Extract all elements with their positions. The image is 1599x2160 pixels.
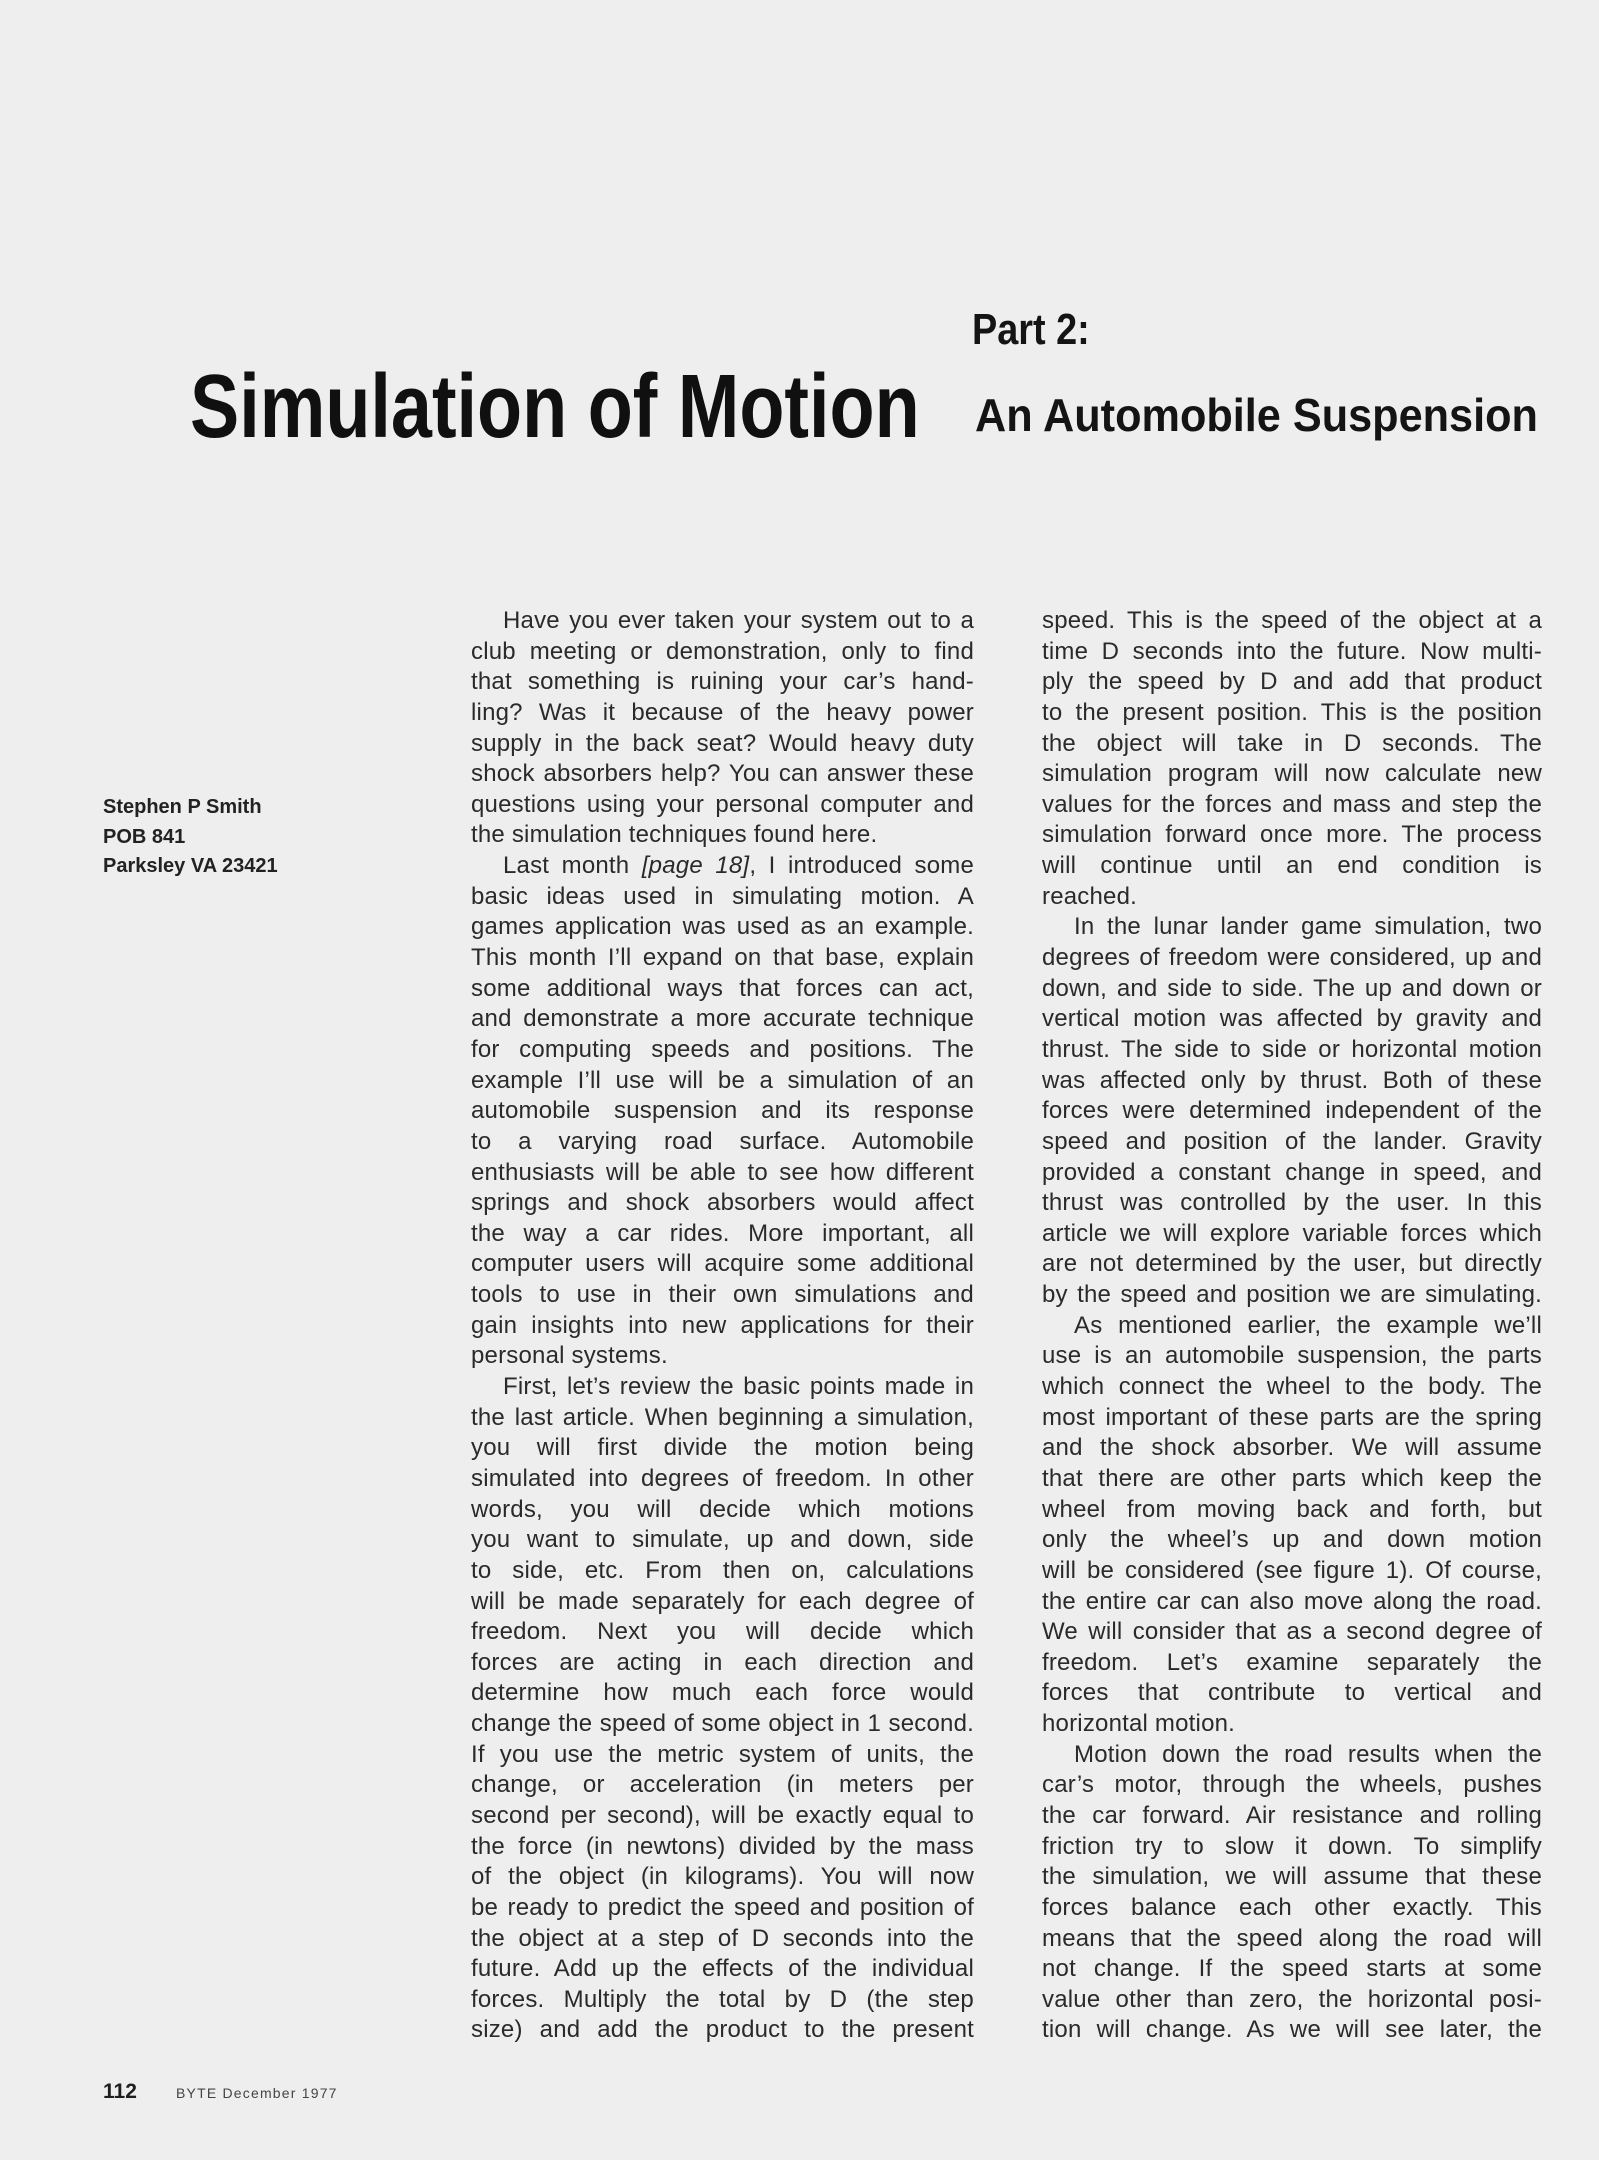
text-line: will be considered (see figure 1). Of course,	[1042, 1556, 1542, 1584]
text-line: games application was used as an example.	[471, 913, 974, 941]
text-line: the way a car rides. More important, all	[471, 1219, 974, 1247]
text-line: ling? Was it because of the heavy power	[471, 698, 974, 726]
text-line: future. Add up the effects of the individual	[471, 1955, 974, 1983]
author-name: Stephen P Smith	[103, 796, 262, 818]
text-line: value other than zero, the horizontal posi-	[1042, 1985, 1542, 2013]
text-line: supply in the back seat? Would heavy duty	[471, 729, 974, 757]
text-line: simulated into degrees of freedom. In other	[471, 1464, 974, 1492]
publication-issue: BYTE December 1977	[176, 2085, 338, 2101]
text-line: that there are other parts which keep the	[1042, 1464, 1542, 1492]
text-line: means that the speed along the road will	[1042, 1924, 1542, 1952]
text-line: only the wheel’s up and down motion	[1042, 1526, 1542, 1554]
text-line: that something is ruining your car’s hand-	[471, 668, 974, 696]
text-line: In the lunar lander game simulation, two	[1074, 913, 1542, 941]
text-line: Have you ever taken your system out to a	[503, 607, 974, 634]
citation-reference: [page 18]	[641, 852, 750, 880]
text-line: you will first divide the motion being	[471, 1434, 974, 1462]
text-line: values for the forces and mass and step the	[1042, 790, 1542, 818]
page-number: 112	[103, 2080, 137, 2103]
text-line: second per second), will be exactly equal to	[471, 1801, 974, 1829]
article-subtitle: An Automobile Suspension	[975, 389, 1538, 441]
text-line: the entire car can also move along the road.	[1042, 1587, 1542, 1615]
text-line: thrust. The side to side or horizontal motion	[1042, 1035, 1542, 1063]
text-line: which connect the wheel to the body. The	[1042, 1373, 1542, 1401]
text-line: simulation forward once more. The process	[1042, 821, 1542, 849]
article-part-label: Part 2:	[972, 305, 1090, 354]
text-line: you want to simulate, up and down, side	[471, 1526, 974, 1554]
text-line: size) and add the product to the present	[471, 2016, 974, 2044]
text-line: are not determined by the user, but directly	[1042, 1250, 1542, 1278]
text-line: thrust was controlled by the user. In this	[1042, 1189, 1542, 1217]
text-line: speed and position of the lander. Gravity	[1042, 1127, 1542, 1155]
text-line: If you use the metric system of units, the	[471, 1740, 974, 1768]
text-line: club meeting or demonstration, only to find	[471, 637, 974, 665]
text-line: the object will take in D seconds. The	[1042, 729, 1542, 757]
text-line: to the present position. This is the position	[1042, 698, 1542, 726]
text-line: for computing speeds and positions. The	[471, 1035, 974, 1063]
text-line: article we will explore variable forces which	[1042, 1219, 1542, 1247]
text-line: questions using your personal computer and	[471, 790, 974, 818]
text-line: personal systems.	[471, 1342, 668, 1370]
text-line: the simulation techniques found here.	[471, 821, 878, 849]
text-line: car’s motor, through the wheels, pushes	[1042, 1771, 1542, 1799]
text-line: speed. This is the speed of the object at a	[1042, 607, 1542, 634]
text-line: not change. If the speed starts at some	[1042, 1955, 1542, 1983]
text-line: forces were determined independent of the	[1042, 1097, 1542, 1125]
text-line: freedom. Let’s examine separately the	[1042, 1648, 1542, 1676]
text-line: forces are acting in each direction and	[471, 1648, 974, 1676]
text-line: As mentioned earlier, the example we’ll	[1074, 1311, 1542, 1339]
text-line: and the shock absorber. We will assume	[1042, 1434, 1542, 1462]
text-line: by the speed and position we are simulating.	[1042, 1281, 1542, 1309]
text-line: use is an automobile suspension, the parts	[1042, 1342, 1542, 1370]
text-line: was affected only by thrust. Both of these	[1042, 1066, 1542, 1094]
text-line: vertical motion was affected by gravity and	[1042, 1005, 1542, 1033]
article-title: Simulation of Motion	[190, 357, 920, 457]
text-line: forces balance each other exactly. This	[1042, 1893, 1542, 1921]
text-line: change, or acceleration (in meters per	[471, 1771, 974, 1799]
text-line: ply the speed by D and add that product	[1042, 668, 1542, 696]
text-line: computer users will acquire some additional	[471, 1250, 974, 1278]
text-line: basic ideas used in simulating motion. A	[471, 882, 974, 910]
body-column-1	[471, 606, 974, 2046]
text-line: the force (in newtons) divided by the mass	[471, 1832, 974, 1860]
text-line: the last article. When beginning a simulation,	[471, 1403, 974, 1431]
text-line: reached.	[1042, 882, 1137, 910]
author-address-line: POB 841	[103, 825, 186, 848]
text-line: change the speed of some object in 1 second.	[471, 1710, 974, 1738]
text-line: provided a constant change in speed, and	[1042, 1158, 1542, 1186]
author-block	[103, 793, 278, 882]
text-line	[471, 851, 974, 882]
text-line: the car forward. Air resistance and rolling	[1042, 1801, 1542, 1829]
text-line: simulation program will now calculate new	[1042, 760, 1542, 788]
text-line: forces that contribute to vertical and	[1042, 1679, 1542, 1707]
text-line: wheel from moving back and forth, but	[1042, 1495, 1542, 1523]
author-address-line: Parksley VA 23421	[103, 855, 278, 878]
text-line: shock absorbers help? You can answer these	[471, 760, 974, 788]
text-line: forces. Multiply the total by D (the step	[471, 1985, 974, 2013]
text-line: to side, etc. From then on, calculations	[471, 1556, 974, 1584]
text-line: automobile suspension and its response	[471, 1097, 974, 1125]
text-fragment: Last month	[503, 852, 642, 880]
text-line: example I’ll use will be a simulation of an	[471, 1066, 974, 1094]
text-line: gain insights into new applications for their	[471, 1311, 974, 1339]
text-line: First, let’s review the basic points made in	[503, 1373, 974, 1401]
text-line: horizontal motion.	[1042, 1710, 1236, 1738]
text-line: This month I’ll expand on that base, explain	[471, 944, 974, 972]
text-line: will continue until an end condition is	[1042, 852, 1542, 880]
text-line: tion will change. As we will see later, the	[1042, 2016, 1542, 2044]
text-line: degrees of freedom were considered, up and	[1042, 944, 1542, 972]
text-line: and demonstrate a more accurate technique	[471, 1005, 974, 1033]
body-column-2	[1042, 606, 1542, 2046]
text-line: of the object (in kilograms). You will now	[471, 1863, 974, 1891]
text-line: down, and side to side. The up and down or	[1042, 974, 1542, 1002]
text-line: time D seconds into the future. Now multi-	[1042, 637, 1542, 665]
text-line: friction try to slow it down. To simplify	[1042, 1832, 1542, 1860]
text-line: enthusiasts will be able to see how different	[471, 1158, 974, 1186]
text-line: determine how much each force would	[471, 1679, 974, 1707]
text-line: freedom. Next you will decide which	[471, 1618, 974, 1646]
text-line: springs and shock absorbers would affect	[471, 1189, 974, 1217]
text-line: the object at a step of D seconds into the	[471, 1924, 974, 1952]
text-fragment: , I introduced some	[749, 852, 975, 880]
text-line: the simulation, we will assume that these	[1042, 1863, 1542, 1891]
text-line: Motion down the road results when the	[1074, 1740, 1542, 1768]
text-line: tools to use in their own simulations and	[471, 1281, 974, 1309]
text-line: most important of these parts are the spring	[1042, 1403, 1542, 1431]
text-line: to a varying road surface. Automobile	[471, 1127, 974, 1155]
text-line: some additional ways that forces can act,	[471, 974, 974, 1002]
text-line: be ready to predict the speed and position of	[471, 1893, 974, 1921]
text-line: words, you will decide which motions	[471, 1495, 974, 1523]
text-line: We will consider that as a second degree of	[1042, 1618, 1542, 1646]
page-footer	[103, 2080, 338, 2110]
text-line: will be made separately for each degree of	[471, 1587, 974, 1615]
